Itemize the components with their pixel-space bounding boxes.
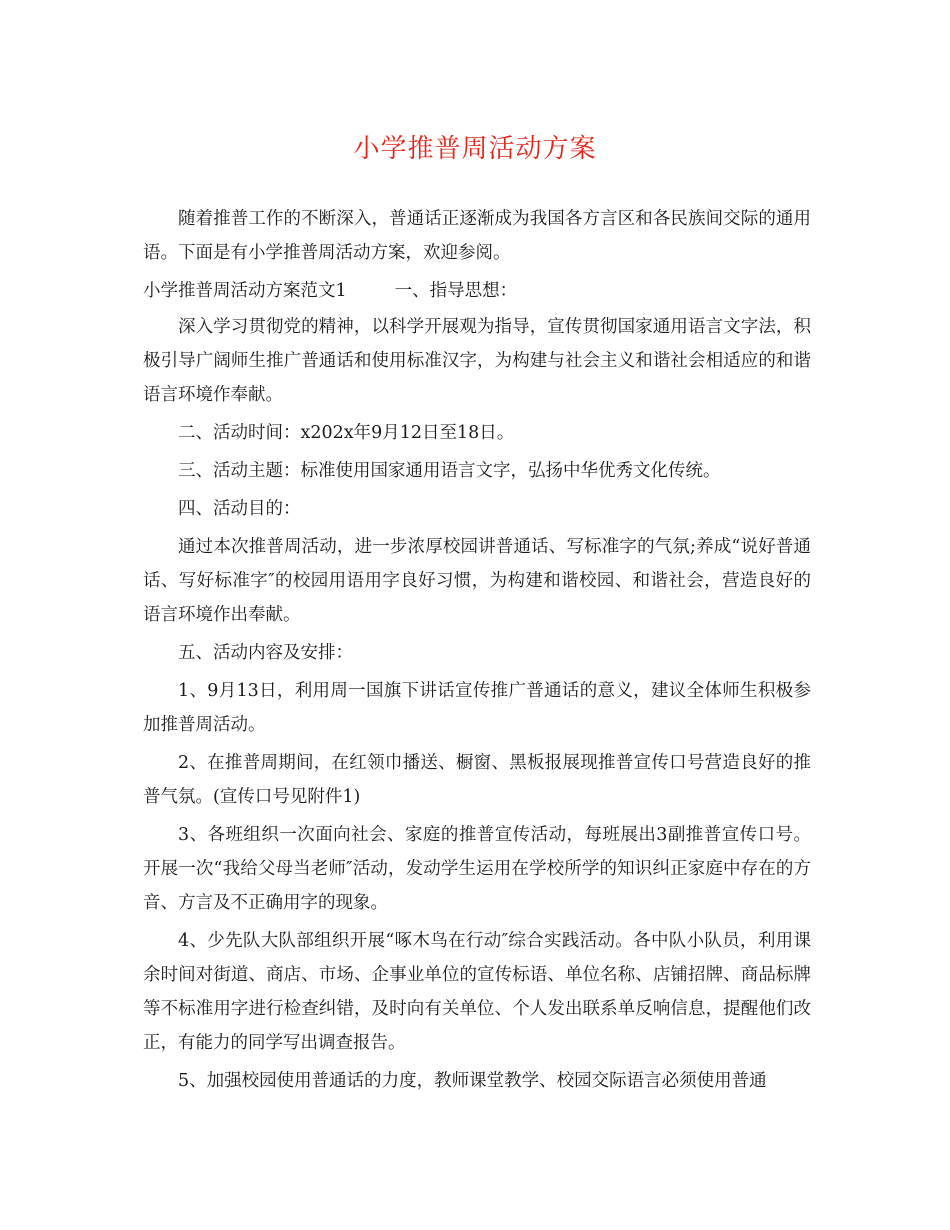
section3-paragraph: 三、活动主题：标准使用国家通用语言文字，弘扬中华优秀文化传统。 — [178, 461, 721, 481]
item5-paragraph: 5、加强校园使用普通话的力度，教师课堂教学、校园交际语言必须使用普通 — [178, 1071, 767, 1091]
item4-paragraph: 4、少先队大队部组织开展“啄木鸟在行动″综合实践活动。各中队小队员，利用课余时间对街道、商店、市场、企事业单位的宣传标语、单位名称、店铺招牌、商品标牌等不标准用字进行检查纠错，及时向有关单位、个人发出联系单反响信息，提醒他们改正，有能力的同学写出调查报告。 — [143, 931, 811, 1053]
sample-heading: 小学推普周活动方案范文1 — [143, 281, 347, 301]
section1-paragraph: 深入学习贯彻党的精神，以科学开展观为指导，宣传贯彻国家通用语言文字法，积极引导广阔师生推广普通话和使用标准汉字，为构建与社会主义和谐社会相适应的和谐语言环境作奉献。 — [143, 317, 811, 405]
section4-heading: 四、活动目的： — [178, 499, 301, 519]
item2-paragraph: 2、在推普周期间，在红领巾播送、橱窗、黑板报展现推普宣传口号营造良好的推普气氛。(宣传口号见附件1) — [143, 753, 811, 807]
section4-paragraph: 通过本次推普周活动，进一步浓厚校园讲普通话、写标准字的气氛;养成“说好普通话、写好标准字″的校园用语用字良好习惯，为构建和谐校园、和谐社会，营造良好的语言环境作出奉献。 — [143, 537, 811, 625]
sample-heading-line — [143, 274, 811, 308]
document-body — [143, 202, 811, 1102]
document-title: 小学推普周活动方案 — [353, 134, 597, 164]
section1-heading: 一、指导思想： — [394, 281, 518, 301]
item1-paragraph: 1、9月13日，利用周一国旗下讲话宣传推广普通话的意义，建议全体师生积极参加推普周活动。 — [143, 681, 811, 735]
intro-paragraph: 随着推普工作的不断深入，普通话正逐渐成为我国各方言区和各民族间交际的通用语。下面是有小学推普周活动方案，欢迎参阅。 — [143, 209, 811, 263]
item3-paragraph: 3、各班组织一次面向社会、家庭的推普宣传活动，每班展出3副推普宣传口号。开展一次“我给父母当老师″活动，发动学生运用在学校所学的知识纠正家庭中存在的方音、方言及不正确用字的现象。 — [143, 825, 811, 913]
section5-heading: 五、活动内容及安排： — [178, 643, 353, 663]
section2-paragraph: 二、活动时间：x202x年9月12日至18日。 — [178, 423, 515, 443]
